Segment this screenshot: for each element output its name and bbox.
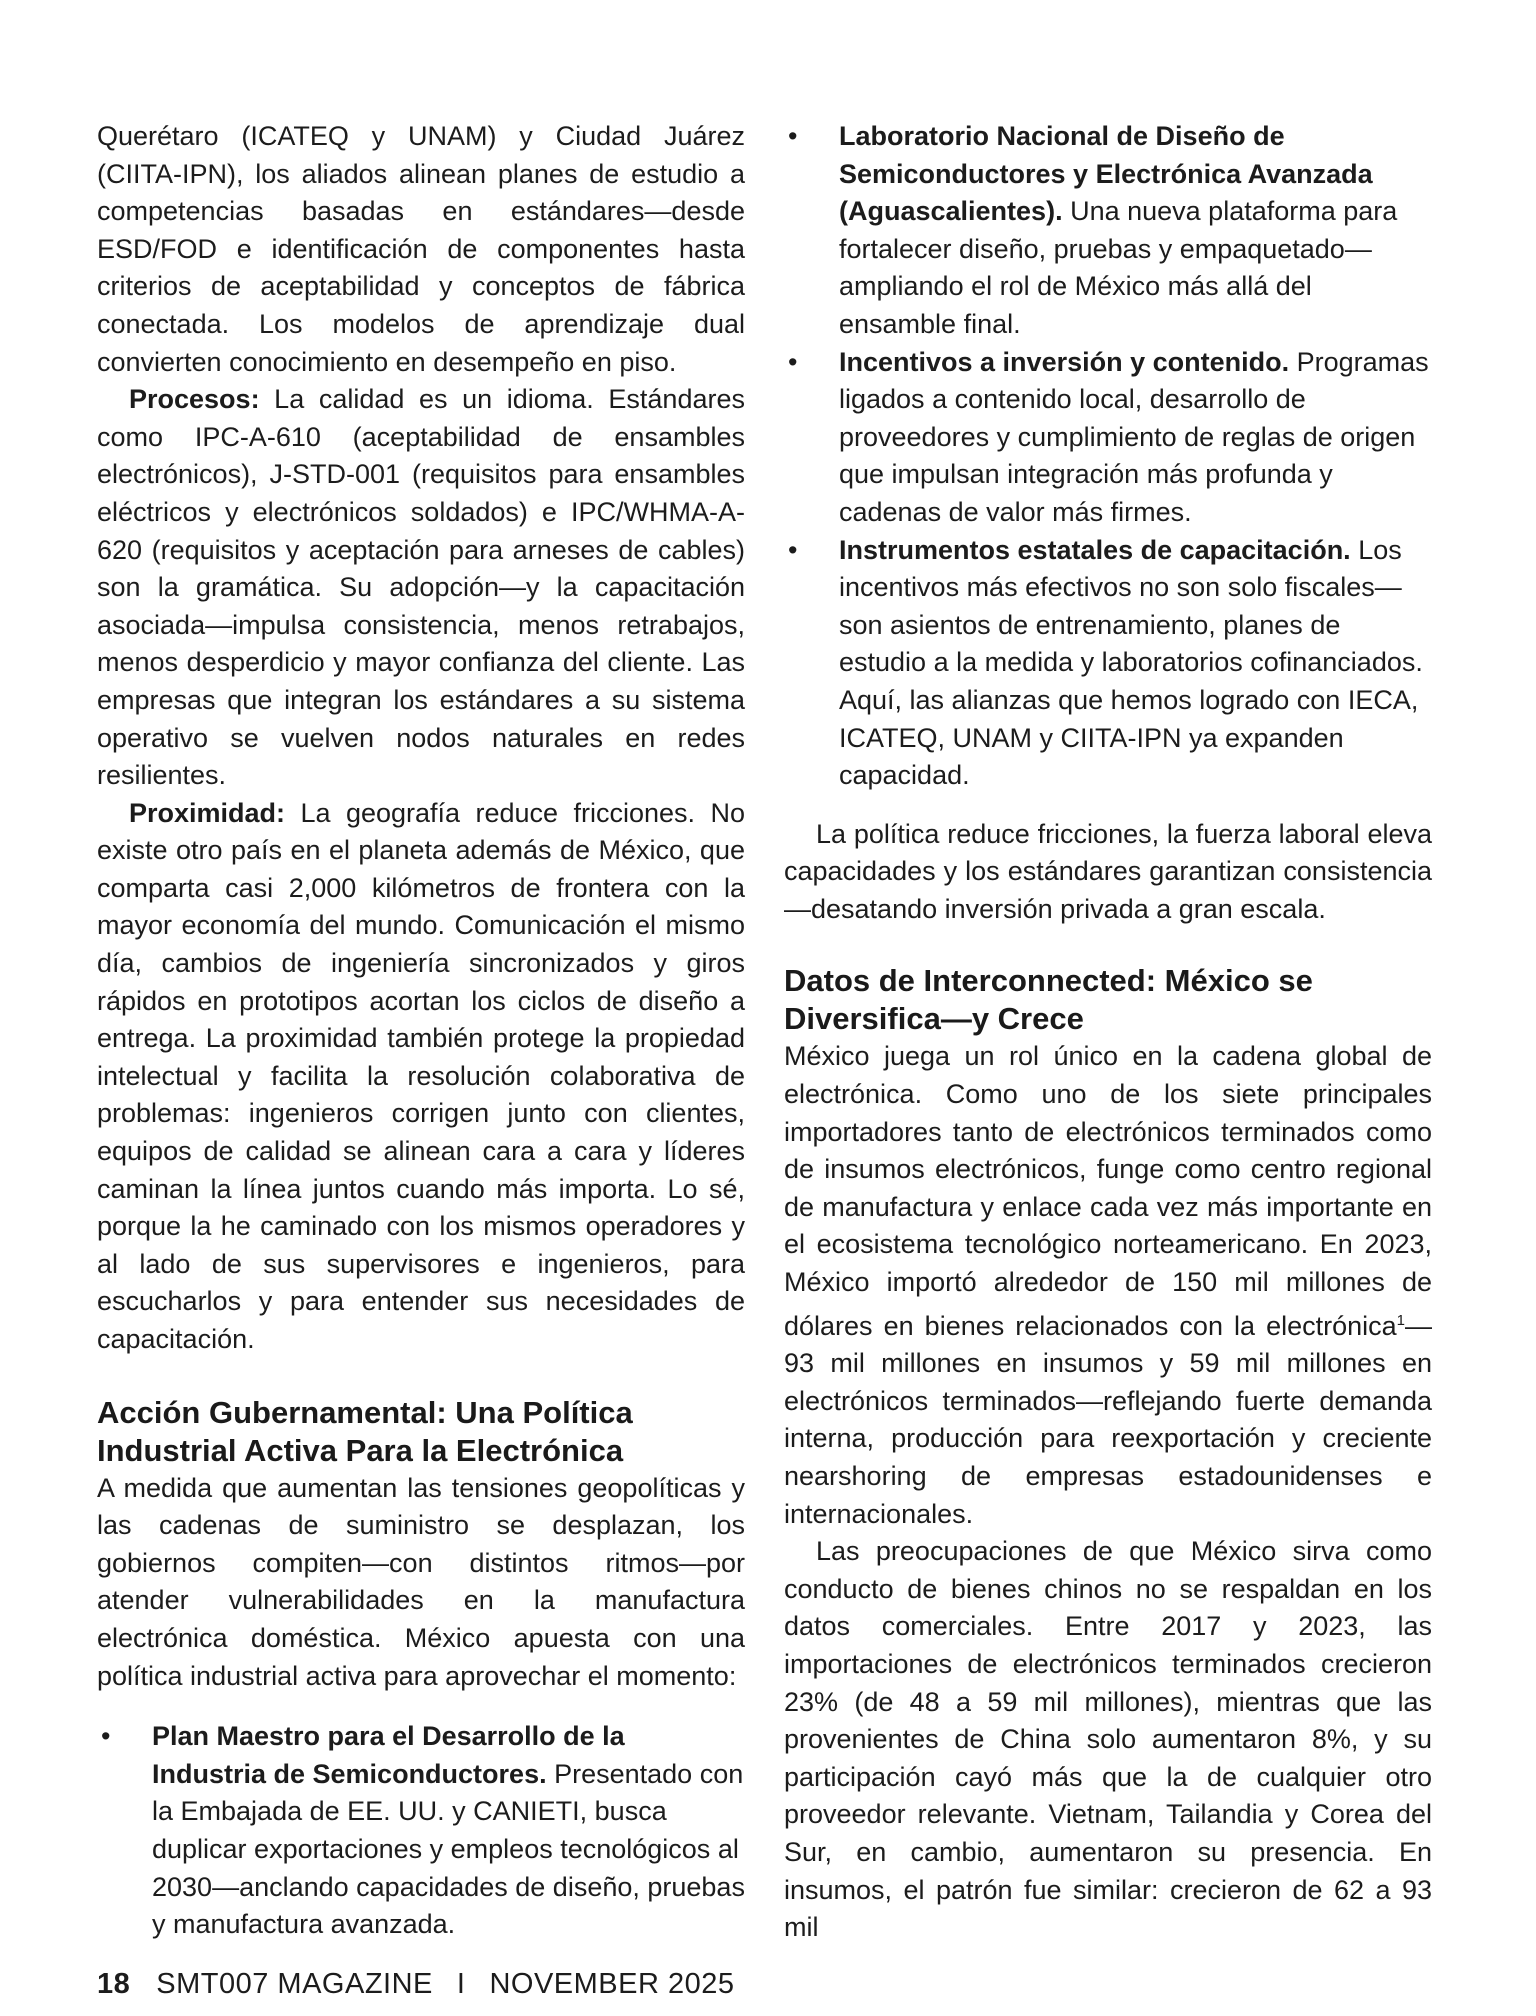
publication-name: SMT007 MAGAZINE — [156, 1968, 433, 2000]
mexico-role-text-cont: —93 mil millones en insumos y 59 mil millones en electrónicos terminados—reflejando fuerte demanda interna, producción para reexportación y creciente nearshoring de empresas estadounidenses e internacionales. — [784, 1310, 1432, 1529]
paragraph-proximity — [97, 795, 745, 1359]
paragraph-training: Querétaro (ICATEQ y UNAM) y Ciudad Juárez (CIITA-IPN), los aliados alinean planes de estudio a competencias basadas en estándares—desde ESD/FOD e identificación de componentes hasta criterios de aceptabilidad y conceptos de fábrica conectada. Los modelos de aprendizaje dual convierten conocimiento en desempeño en piso. — [97, 121, 745, 377]
policy-list-right — [784, 118, 1432, 795]
bullet-lead: Instrumentos estatales de capacitación. — [839, 534, 1351, 565]
issue-date: NOVEMBER 2025 — [489, 1968, 735, 2000]
proximity-lead: Proximidad: — [129, 797, 286, 828]
bullet-text: Programas ligados a contenido local, desarrollo de proveedores y cumplimiento de reglas de origen que impulsan integración más profunda y cadenas de valor más firmes. — [839, 346, 1429, 527]
bullet-icon: • — [788, 534, 798, 565]
list-item — [97, 1718, 745, 1944]
list-item — [784, 532, 1432, 795]
mexico-role-text: México juega un rol único en la cadena global de electrónica. Como uno de los siete principales importadores tanto de electrónicos terminados como de insumos electrónicos, funge como centro regional de manufactura y enlace cada vez más importante en el ecosistema tecnológico norteamericano. En 2023, México importó alrededor de 150 mil millones de dólares en bienes relacionados con la electrónica — [784, 1041, 1432, 1341]
bullet-lead: Plan Maestro para el Desarrollo de la Industria de Semiconductores. — [152, 1721, 625, 1789]
bullet-text: Presentado con la Embajada de EE. UU. y CANIETI, busca duplicar exportaciones y empleos tecnológicos al 2030—anclando capacidades de diseño, pruebas y manufactura avanzada. — [152, 1758, 745, 1940]
processes-text: La calidad es un idioma. Estándares como IPC-A-610 (aceptabilidad de ensambles electrónicos), J-STD-001 (requisitos para ensambles eléctricos y electrónicos soldados) e IPC/WHMA-A-620 (requisitos y aceptación para arneses de cables) son la gramática. Su adopción—y la capacitación asociada—impulsa consistencia, menos retrabajos, menos desperdicio y mayor confianza del cliente. Las empresas que integran los estándares a su sistema operativo se vuelven nodos naturales en redes resilientes. — [97, 384, 745, 791]
proximity-text: La geografía reduce fricciones. No existe otro país en el planeta además de México, que comparta casi 2,000 kilómetros de frontera con la mayor economía del mundo. Comunicación el mismo día, cambios de ingeniería sincronizados y giros rápidos en prototipos acortan los ciclos de diseño a entrega. La proximidad también protege la propiedad intelectual y facilita la resolución colaborativa de problemas: ingenieros corrigen junto con clientes, equipos de calidad se alinean cara a cara y líderes caminan la línea juntos cuando más importa. Lo sé, porque la he caminado con los mismos operadores y al lado de sus supervisores e ingenieros, para escucharlos y para entender sus necesidades de capacitación. — [97, 797, 745, 1354]
page-footer — [97, 1966, 735, 2002]
processes-lead: Procesos: — [129, 384, 260, 415]
right-column — [784, 118, 1432, 1947]
bullet-lead: Incentivos a inversión y contenido. — [839, 346, 1290, 377]
bullet-lead: Laboratorio Nacional de Diseño de Semiconductores y Electrónica Avanzada (Aguascalientes). — [839, 121, 1373, 227]
list-item — [784, 118, 1432, 344]
bullet-text: Una nueva plataforma para fortalecer diseño, pruebas y empaquetado—ampliando el rol de México más allá del ensamble final. — [839, 196, 1398, 339]
paragraph-government-intro: A medida que aumentan las tensiones geopolíticas y las cadenas de suministro se desplazan, los gobiernos compiten—con distintos ritmos—por atender vulnerabilidades en la manufactura electrónica doméstica. México apuesta con una política industrial activa para aprovechar el momento: — [97, 1472, 745, 1691]
paragraph-china-concerns: Las preocupaciones de que México sirva como conducto de bienes chinos no se respaldan en los datos comerciales. Entre 2017 y 2023, las importaciones de electrónicos terminados crecieron 23% (de 48 a 59 mil millones), mientras que las provenientes de China solo aumentaron 8%, y su participación cayó más que la de cualquier otro proveedor relevante. Vietnam, Tailandia y Corea del Sur, en cambio, aumentaron su presencia. En insumos, el patrón fue similar: crecieron de 62 a 93 mil — [784, 1536, 1432, 1943]
paragraph-policy-summary: La política reduce fricciones, la fuerza laboral eleva capacidades y los estándares garantizan consistencia—desatando inversión privada a gran escala. — [784, 818, 1432, 924]
paragraph-processes — [97, 381, 745, 795]
footer-separator: I — [456, 1968, 466, 2000]
footnote-ref: 1 — [1396, 1311, 1405, 1329]
bullet-text: Los incentivos más efectivos no son solo fiscales—son asientos de entrenamiento, planes de estudio a la medida y laboratorios cofinanciados. Aquí, las alianzas que hemos logrado con IECA, ICATEQ, UNAM y CIITA-IPN ya expanden capacidad. — [839, 534, 1423, 791]
bullet-icon: • — [788, 346, 798, 377]
policy-list-left — [97, 1718, 745, 1944]
heading-interconnected-data: Datos de Interconnected: México se Diversifica—y Crece — [784, 963, 1313, 1037]
paragraph-mexico-role — [784, 1038, 1432, 1533]
page-number: 18 — [97, 1968, 131, 2000]
left-column — [97, 118, 745, 1944]
heading-government-action: Acción Gubernamental: Una Política Industrial Activa Para la Electrónica — [97, 1394, 633, 1468]
list-item — [784, 344, 1432, 532]
bullet-icon: • — [788, 121, 798, 151]
bullet-icon: • — [101, 1721, 111, 1752]
